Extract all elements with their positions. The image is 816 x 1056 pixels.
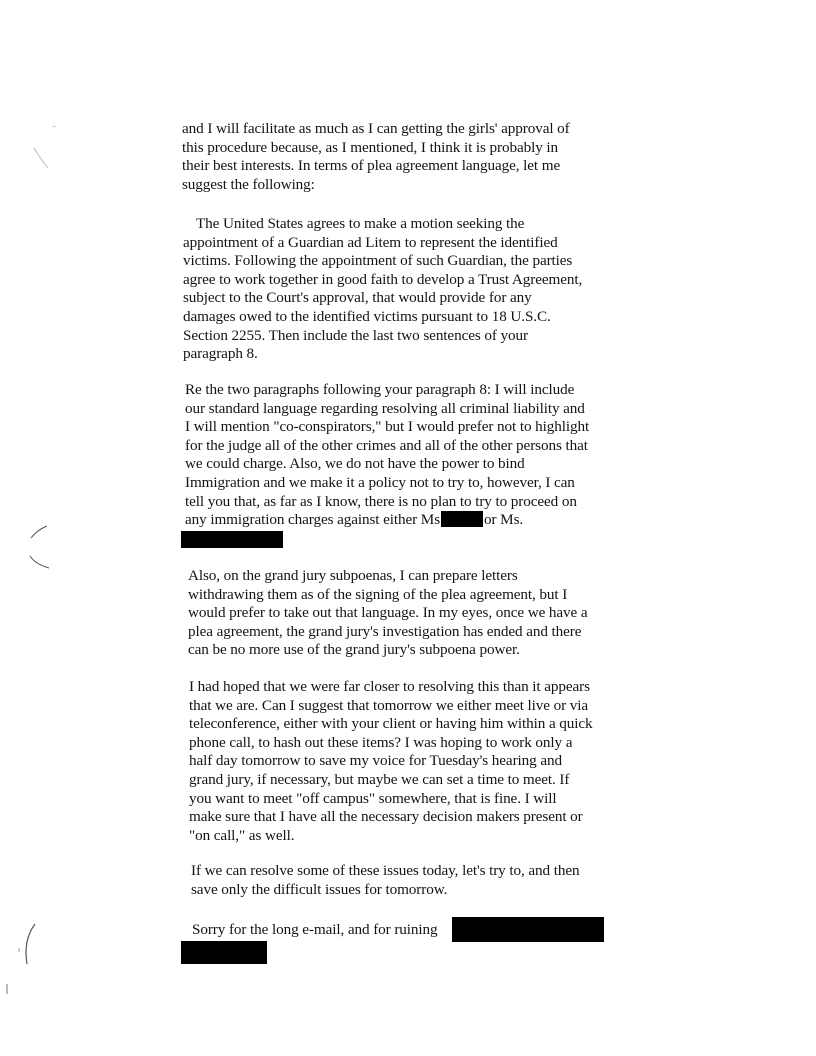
text-line: agree to work together in good faith to develop a Trust Agreement, bbox=[183, 270, 583, 288]
text-line: Sorry for the long e-mail, and for ruining bbox=[192, 921, 438, 938]
text-line: Immigration and we make it a policy not to try to, however, I can bbox=[185, 473, 575, 491]
text-line: damages owed to the identified victims pursuant to 18 U.S.C. bbox=[183, 307, 551, 325]
text-line: I will mention "co-conspirators," but I would prefer not to highlight bbox=[185, 418, 590, 436]
text-line: Re the two paragraphs following your paragraph 8: I will include bbox=[185, 381, 575, 398]
redaction-box bbox=[181, 941, 267, 964]
scan-artifact bbox=[20, 118, 60, 178]
text-line: appointment of a Guardian ad Litem to represent the identified bbox=[183, 233, 558, 251]
scan-artifact bbox=[25, 520, 65, 580]
paragraph-grand-jury-subpoenas bbox=[188, 567, 588, 660]
paragraph-proposed-language bbox=[183, 215, 582, 364]
text-line: their best interests. In terms of plea agreement language, let me bbox=[182, 157, 561, 175]
text-line: and I will facilitate as much as I can getting the girls' approval of bbox=[182, 120, 570, 137]
text-line: Also, on the grand jury subpoenas, I can prepare letters bbox=[188, 567, 518, 584]
text-fragment: or Ms. bbox=[484, 511, 524, 529]
paragraph-co-conspirators bbox=[185, 381, 589, 530]
text-line: make sure that I have all the necessary decision makers present or bbox=[189, 808, 583, 826]
text-line: teleconference, either with your client or having him within a quick bbox=[189, 715, 593, 733]
text-line: Section 2255. Then include the last two sentences of your bbox=[183, 326, 528, 344]
text-line: we could charge. Also, we do not have the power to bind bbox=[185, 455, 525, 473]
redaction-box bbox=[452, 917, 604, 942]
paragraph-facilitate bbox=[182, 120, 570, 194]
text-line bbox=[185, 511, 589, 530]
text-line: save only the difficult issues for tomorrow. bbox=[191, 880, 448, 898]
text-line: half day tomorrow to save my voice for Tuesday's hearing and bbox=[189, 752, 562, 770]
paragraph-closing bbox=[192, 921, 438, 940]
paragraph-meeting-request bbox=[189, 678, 593, 845]
text-line: phone call, to hash out these items? I was hoping to work only a bbox=[189, 733, 573, 751]
text-line: that we are. Can I suggest that tomorrow we either meet live or via bbox=[189, 696, 589, 714]
text-line: I had hoped that we were far closer to resolving this than it appears bbox=[189, 678, 590, 695]
text-line: suggest the following: bbox=[182, 175, 315, 193]
paragraph-resolve-today bbox=[191, 862, 579, 899]
text-line: for the judge all of the other crimes and all of the other persons that bbox=[185, 436, 588, 454]
text-line: victims. Following the appointment of such Guardian, the parties bbox=[183, 252, 573, 270]
text-line: "on call," as well. bbox=[189, 826, 295, 844]
text-line: If we can resolve some of these issues today, let's try to, and then bbox=[191, 862, 580, 879]
scan-artifact bbox=[2, 980, 14, 1020]
text-line: paragraph 8. bbox=[183, 345, 258, 363]
redaction-box bbox=[181, 531, 283, 548]
scan-artifact bbox=[15, 920, 45, 980]
redaction-box bbox=[441, 511, 483, 527]
text-line: you want to meet "off campus" somewhere, that is fine. I will bbox=[189, 789, 557, 807]
text-line: would prefer to take out that language. In my eyes, once we have a bbox=[188, 604, 588, 622]
text-line: grand jury, if necessary, but maybe we can set a time to meet. If bbox=[189, 770, 570, 788]
text-line: withdrawing them as of the signing of the plea agreement, but I bbox=[188, 585, 568, 603]
text-line: plea agreement, the grand jury's investigation has ended and there bbox=[188, 622, 582, 640]
text-line: tell you that, as far as I know, there is no plan to try to proceed on bbox=[185, 492, 577, 510]
text-line: The United States agrees to make a motion seeking the bbox=[196, 215, 525, 232]
text-line: this procedure because, as I mentioned, I think it is probably in bbox=[182, 138, 559, 156]
text-line: our standard language regarding resolving all criminal liability and bbox=[185, 399, 585, 417]
text-line: subject to the Court's approval, that would provide for any bbox=[183, 289, 532, 307]
text-fragment: any immigration charges against either Ms bbox=[185, 511, 441, 529]
text-line: can be no more use of the grand jury's subpoena power. bbox=[188, 641, 520, 659]
